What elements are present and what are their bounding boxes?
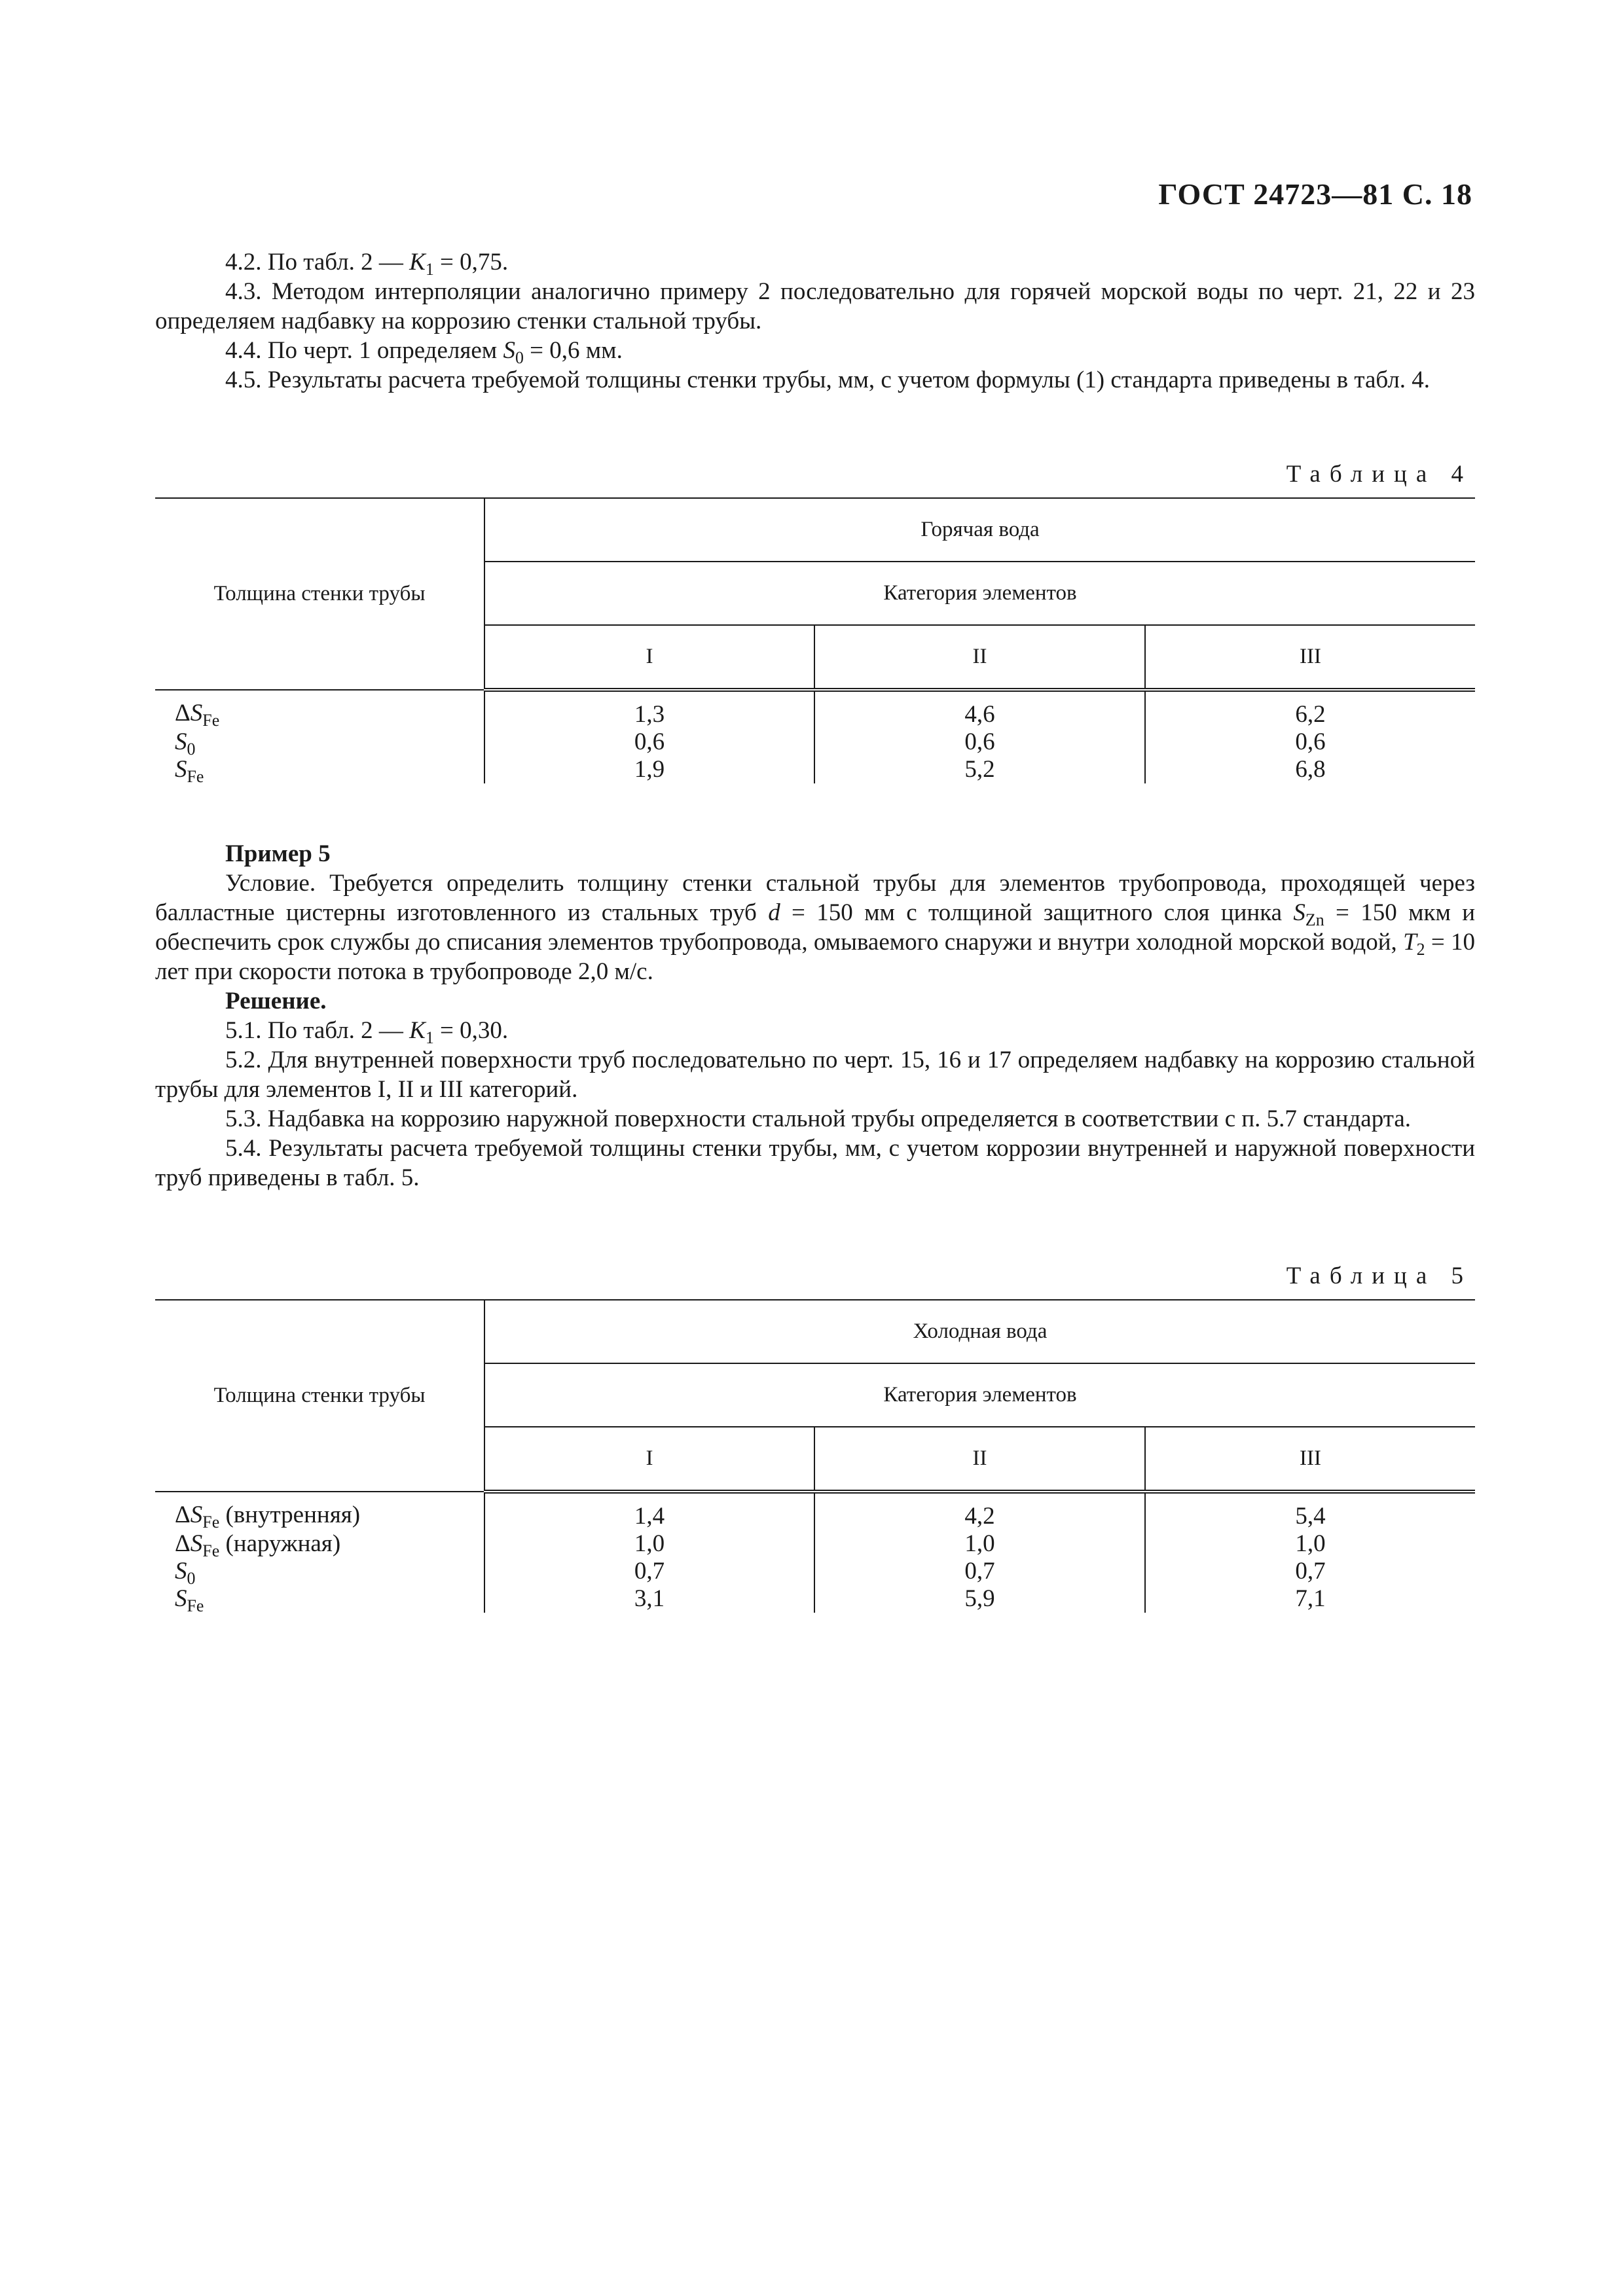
table-5-caption: Таблица 5 — [1286, 1263, 1472, 1289]
table-4-caption: Таблица 4 — [1286, 461, 1472, 488]
table-4-row-header: Толщина стенки трубы — [155, 498, 484, 690]
row-label: $S_0$ — [155, 728, 484, 756]
table-5-row-header: Толщина стенки трубы — [155, 1300, 484, 1492]
table-cell: 1,0 — [484, 1530, 814, 1558]
table-cell: 0,6 — [1295, 728, 1326, 755]
table-row — [155, 1530, 1475, 1558]
table-row — [155, 1492, 1475, 1530]
paragraph-4-3: 4.3. Методом интерполяции аналогично примеру 2 последовательно для горячей морской воды по черт. 21, 22 и 23 определяем надбавку на коррозию стенки стальной трубы. — [155, 278, 1476, 334]
table-cell: 0,6 — [484, 728, 814, 756]
table-cell: 6,8 — [1295, 756, 1326, 783]
table-cell: 0,7 — [1295, 1558, 1326, 1585]
table-row — [155, 1558, 1475, 1585]
example-5-condition: Условие. Требуется определить толщину стенки стальной трубы для элементов трубопровода, проходящей через балластные цистерны изготовленного из стальных труб d = 150 мм с толщиной защитного слоя цинка $S_{Zn} = 150$ мкм и обеспечить срок службы до списания элементов трубопровода, омываемого снаружи и внутри холодной морской водой, $T_2 = 10$ лет при скорости потока в трубопроводе 2,0 м/с. — [155, 870, 1476, 985]
table-cell: 5,9 — [814, 1585, 1145, 1613]
table-row — [155, 1585, 1475, 1613]
table-5 — [155, 1299, 1475, 1613]
section-4-text — [155, 247, 1475, 395]
table-4-col-header: I — [484, 625, 814, 690]
table-4-col-header: III — [1145, 625, 1475, 690]
table-row — [155, 728, 1475, 756]
table-5-col-header: I — [484, 1427, 814, 1492]
paragraph-5-3: 5.3. Надбавка на коррозию наружной поверхности стальной трубы определяется в соответствии с п. 5.7 стандарта. — [225, 1105, 1411, 1132]
row-label: $S_{Fe}$ — [155, 1585, 484, 1613]
table-5-col-header: II — [814, 1427, 1145, 1492]
row-label: $\Delta S_{Fe}$ (наружная) — [155, 1530, 484, 1558]
table-cell: 0,6 — [814, 728, 1145, 756]
table-4-category-header: Категория элементов — [484, 562, 1475, 625]
table-cell: 3,1 — [484, 1585, 814, 1613]
table-cell: 1,0 — [814, 1530, 1145, 1558]
table-cell: 5,2 — [814, 756, 1145, 783]
table-5-group-header: Холодная вода — [484, 1300, 1475, 1363]
table-row — [155, 690, 1475, 728]
table-cell: 1,3 — [484, 690, 814, 728]
paragraph-4-5: 4.5. Результаты расчета требуемой толщины стенки трубы, мм, с учетом формулы (1) стандарта приведены в табл. 4. — [225, 367, 1431, 393]
example-5-text — [155, 839, 1475, 1193]
table-cell: 6,2 — [1295, 701, 1326, 728]
table-5-col-header: III — [1145, 1427, 1475, 1492]
table-cell: 0,7 — [814, 1558, 1145, 1585]
table-cell: 1,0 — [1295, 1530, 1326, 1557]
table-4-col-header: II — [814, 625, 1145, 690]
table-4-group-header: Горячая вода — [484, 498, 1475, 562]
table-cell: 7,1 — [1295, 1585, 1326, 1612]
paragraph-5-1: 5.1. По табл. 2 — $K_1 = 0,30$. — [225, 1017, 509, 1047]
row-label: $S_0$ — [155, 1558, 484, 1585]
table-row — [155, 756, 1475, 783]
table-cell: 4,2 — [814, 1492, 1145, 1530]
paragraph-5-4: 5.4. Результаты расчета требуемой толщины стенки трубы, мм, с учетом коррозии внутренней и наружной поверхности труб приведены в табл. 5. — [155, 1135, 1475, 1191]
table-cell: 1,9 — [484, 756, 814, 783]
solution-title: Решение. — [225, 988, 327, 1014]
paragraph-5-2: 5.2. Для внутренней поверхности труб последовательно по черт. 15, 16 и 17 определяем надбавку на коррозию стальной трубы для элементов I, II и III категорий. — [155, 1047, 1475, 1103]
row-label: $S_{Fe}$ — [155, 756, 484, 783]
page-header: ГОСТ 24723—81 С. 18 — [1158, 177, 1472, 211]
table-4 — [155, 497, 1475, 786]
table-cell: 1,4 — [484, 1492, 814, 1530]
table-cell: 0,7 — [484, 1558, 814, 1585]
table-cell: 5,4 — [1295, 1503, 1326, 1530]
row-label: $\Delta S_{Fe}$ — [155, 690, 484, 728]
table-5-category-header: Категория элементов — [484, 1363, 1475, 1427]
paragraph-4-2: 4.2. По табл. 2 — $K_1 = 0,75$. — [225, 249, 509, 279]
example-5-title: Пример 5 — [225, 840, 331, 867]
paragraph-4-4: 4.4. По черт. 1 определяем $S_0 = 0,6$ мм. — [225, 337, 623, 367]
row-label: $\Delta S_{Fe}$ (внутренняя) — [155, 1492, 484, 1530]
table-cell: 4,6 — [814, 690, 1145, 728]
